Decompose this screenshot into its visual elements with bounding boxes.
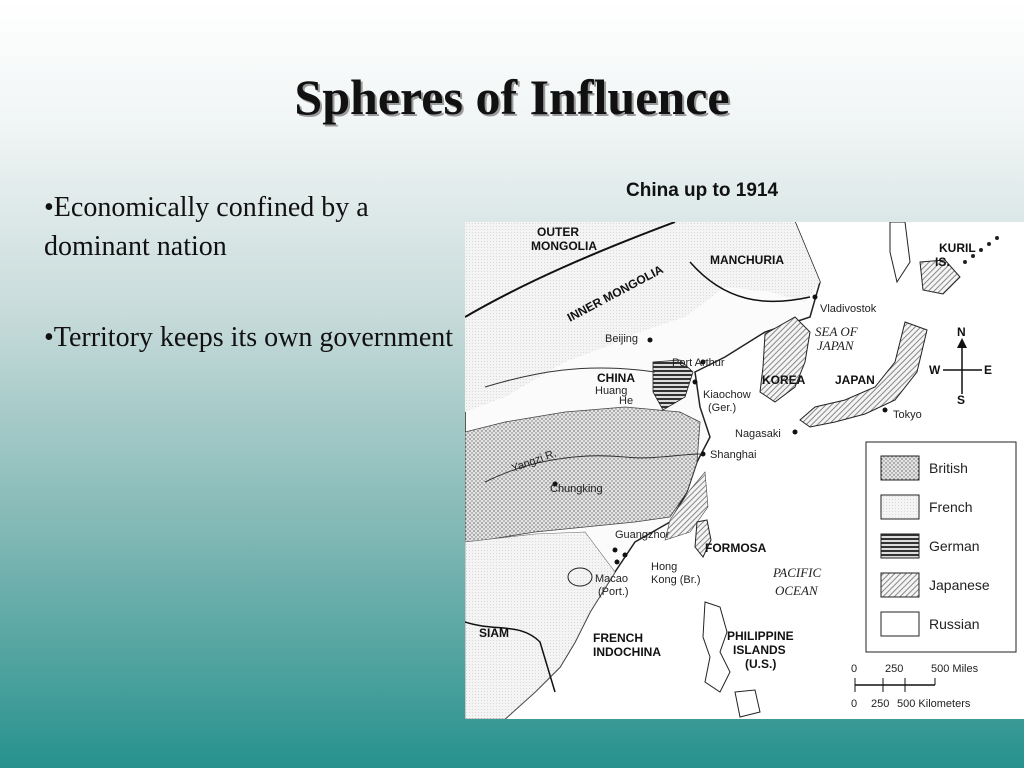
label-hong-kong: Kong (Br.)	[651, 574, 701, 586]
compass-n: N	[957, 325, 966, 339]
compass-s: S	[957, 393, 966, 407]
label-philippines: PHILIPPINE	[727, 629, 794, 643]
bullet-list	[44, 188, 454, 409]
label-port-arthur: Port Arthur	[672, 357, 725, 369]
label-outer-mongolia: MONGOLIA	[531, 239, 597, 253]
label-hong-kong: Hong	[651, 561, 678, 573]
map-legend	[866, 442, 1016, 652]
compass-e: E	[984, 363, 993, 377]
legend-label: Russian	[929, 616, 980, 632]
map-svg	[465, 222, 1024, 719]
label-kiaochow-owner: (Ger.)	[708, 402, 737, 414]
label-macao: Macao	[595, 573, 629, 585]
label-manchuria: MANCHURIA	[710, 253, 784, 267]
scale-miles-tick: 250	[885, 663, 904, 675]
scale-km-tick: 250	[871, 698, 890, 710]
legend-label: German	[929, 538, 980, 554]
label-shanghai: Shanghai	[710, 449, 757, 461]
scale-km-tick: 500 Kilometers	[897, 698, 971, 710]
scale-miles-tick: 500 Miles	[931, 663, 979, 675]
china-map	[465, 222, 1024, 719]
mindanao-land	[735, 690, 760, 717]
label-vladivostok: Vladivostok	[820, 303, 877, 315]
label-tokyo: Tokyo	[893, 409, 922, 421]
legend-label: French	[929, 499, 973, 515]
label-kiaochow: Kiaochow	[703, 389, 751, 401]
label-china: CHINA	[597, 371, 635, 385]
scale-km-tick: 0	[851, 698, 858, 710]
label-yangzi: Yangzi R.	[509, 447, 559, 475]
bullet-item: •Territory keeps its own government	[44, 322, 454, 353]
label-huang-he: He	[619, 395, 634, 407]
label-french-indochina: INDOCHINA	[593, 645, 661, 659]
label-philippines: ISLANDS	[733, 643, 786, 657]
hainan-land	[568, 568, 592, 586]
label-formosa: FORMOSA	[705, 541, 767, 555]
label-japan: JAPAN	[835, 373, 875, 387]
map-caption: China up to 1914	[626, 180, 779, 201]
label-philippines: (U.S.)	[745, 657, 777, 671]
label-chungking: Chungking	[550, 483, 603, 495]
label-huang-he: Huang	[595, 385, 628, 397]
legend-label: Japanese	[929, 577, 990, 593]
label-sea-of-japan: JAPAN	[817, 338, 854, 353]
label-guangzhou: Guangzhor	[615, 529, 670, 541]
slide-title: Spheres of Influence	[294, 69, 730, 125]
label-macao: (Port.)	[598, 586, 629, 598]
label-outer-mongolia: OUTER	[537, 225, 579, 239]
label-pacific-ocean: OCEAN	[775, 583, 818, 598]
label-french-indochina: FRENCH	[593, 631, 643, 645]
label-korea: KOREA	[762, 373, 806, 387]
legend-label: British	[929, 460, 968, 476]
label-sea-of-japan: SEA OF	[815, 324, 858, 339]
label-kuril: IS.	[935, 255, 950, 269]
label-inner-mongolia: INNER MONGOLIA	[564, 262, 666, 325]
scale-miles-tick: 0	[851, 663, 858, 675]
compass-w: W	[929, 363, 941, 377]
label-nagasaki: Nagasaki	[735, 428, 781, 440]
bullet-item: •Economically confined by a dominant nation	[44, 192, 369, 262]
label-siam: SIAM	[479, 626, 509, 640]
label-pacific-ocean: PACIFIC	[773, 565, 822, 580]
label-kuril: KURIL	[939, 241, 976, 255]
label-beijing: Beijing	[605, 333, 639, 345]
